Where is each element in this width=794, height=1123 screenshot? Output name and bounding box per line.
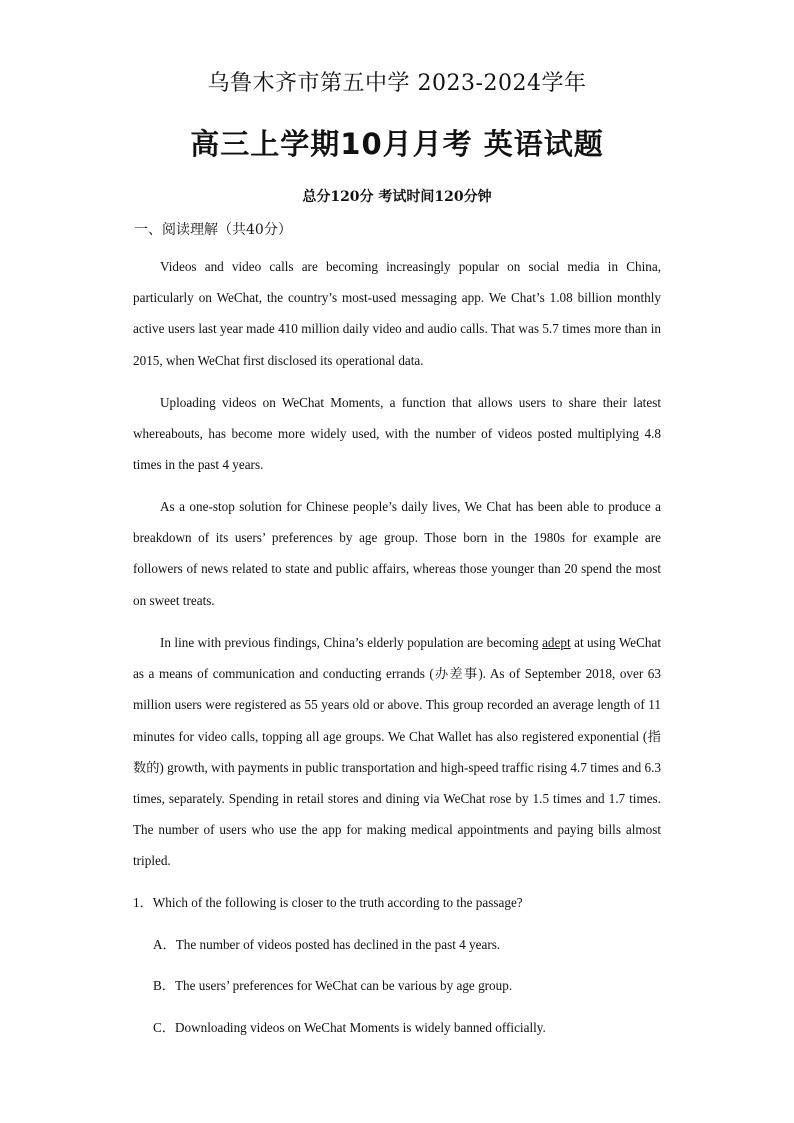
exam-title: 高三上学期10月月考 英语试题: [190, 127, 604, 161]
paragraph-4-start: In line with previous findings, China’s elderly population are becoming: [160, 635, 543, 650]
paragraph-4-rest: at using WeChat as a means of communication and conducting errands (办差事). As of September 2018, over 63 million users were registered as 55 years old or above. This group recorded an average length of 11 minutes for video calls, topping all age groups. We Chat Wallet has also registered exponential (指数的) growth, with payments in public transportation and high-speed traffic rising 4.7 times and 6.3 times, separately. Spending in retail stores and dining via WeChat rose by 1.5 times and 1.7 times. The number of users who use the app for making medical appointments and paying bills almost tripled.: [133, 635, 661, 869]
question-1-option-b: B．The users’ preferences for WeChat can be various by age group.: [153, 978, 513, 993]
passage-paragraph-2: Uploading videos on WeChat Moments, a function that allows users to share their latest whereabouts, has become more widely used, with the number of videos posted multiplying 4.8 times in the past 4 years.: [133, 395, 661, 473]
question-1-option-a: A．The number of videos posted has declined in the past 4 years.: [153, 937, 501, 952]
passage-paragraph-4: [133, 627, 661, 877]
question-1-option-c: C．Downloading videos on WeChat Moments is widely banned officially.: [153, 1020, 546, 1035]
section-heading: 一、阅读理解（共40分）: [134, 222, 292, 238]
underlined-word-adept: adept: [542, 635, 571, 650]
passage-paragraph-1: Videos and video calls are becoming increasingly popular on social media in China, particularly on WeChat, the country’s most-used messaging app. We Chat’s 1.08 billion monthly active users last year made 410 million daily video and audio calls. That was 5.7 times more than in 2015, when WeChat first disclosed its operational data.: [133, 259, 661, 368]
passage-paragraph-3: As a one-stop solution for Chinese people’s daily lives, We Chat has been able to produce a breakdown of its users’ preferences by age group. Those born in the 1980s for example are followers of news related to state and public affairs, whereas those younger than 20 spend the most on sweet treats.: [133, 499, 661, 608]
school-year-title: 乌鲁木齐市第五中学 2023-2024学年: [207, 71, 587, 96]
exam-info: 总分120分 考试时间120分钟: [302, 189, 492, 205]
question-1-stem: 1．Which of the following is closer to the truth according to the passage?: [133, 895, 523, 910]
